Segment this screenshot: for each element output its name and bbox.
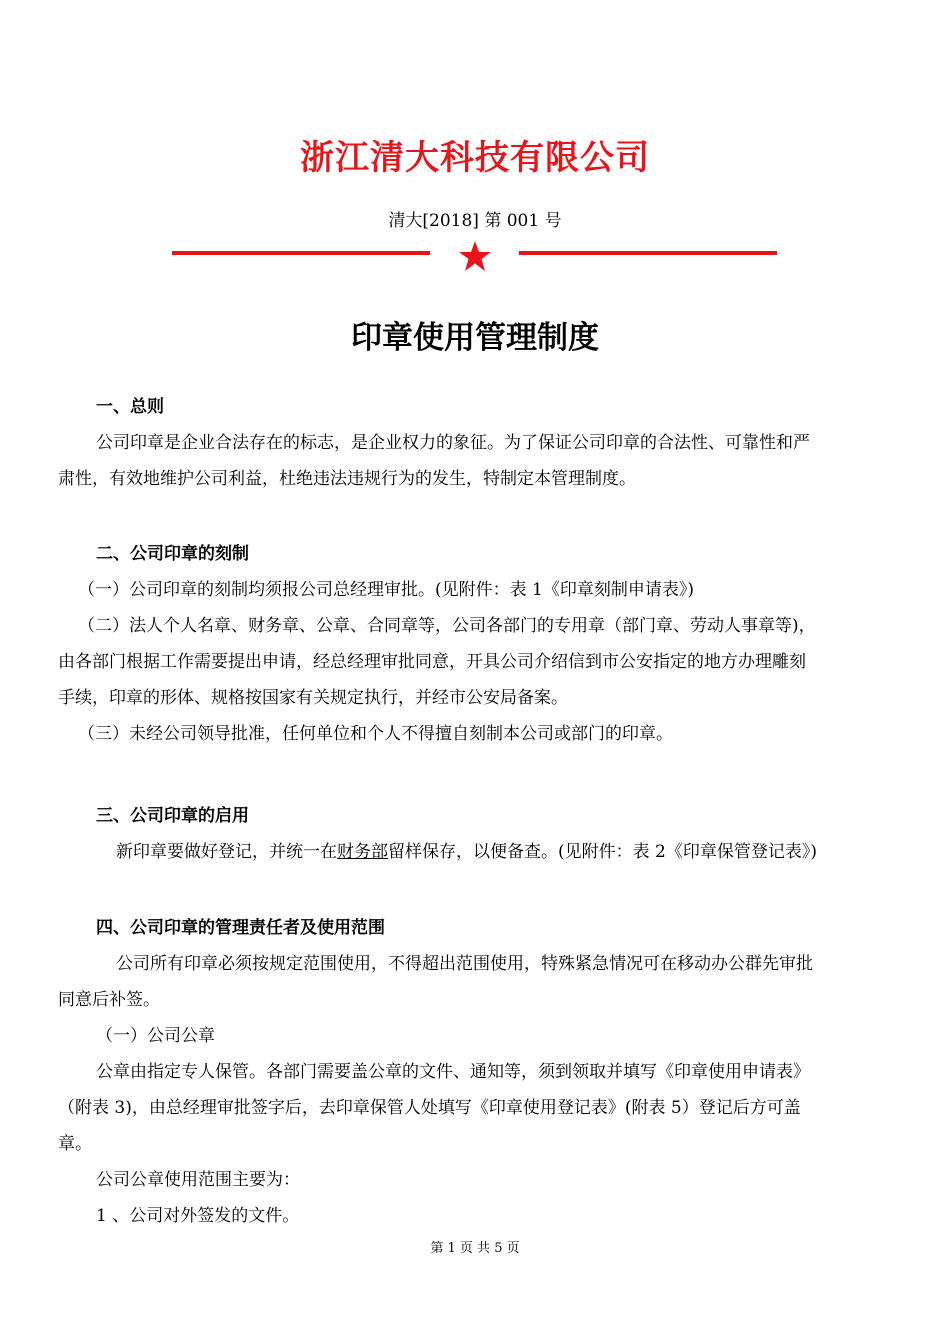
list-item: 1 、公司对外签发的文件。	[96, 1206, 300, 1226]
red-star-icon	[458, 240, 492, 272]
paragraph-line: 同意后补签。	[58, 990, 160, 1010]
paragraph-line: 公章由指定专人保管。各部门需要盖公章的文件、通知等，须到领取并填写《印章使用申请表》	[96, 1062, 810, 1082]
list-item: （二）法人个人名章、财务章、公章、合同章等，公司各部门的专用章（部门章、劳动人事章等)，	[78, 616, 816, 636]
document-number: 清大[2018] 第 001 号	[388, 211, 562, 231]
company-name: 浙江清大科技有限公司	[300, 138, 650, 178]
list-item: （三）未经公司领导批准，任何单位和个人不得擅自刻制本公司或部门的印章。	[78, 724, 673, 744]
red-divider-left	[172, 251, 430, 255]
paragraph-line: 手续，印章的形体、规格按国家有关规定执行，并经市公安局备案。	[58, 688, 568, 708]
section-heading-general: 一、总则	[96, 397, 164, 417]
paragraph-line: 公司印章是企业合法存在的标志，是企业权力的象征。为了保证公司印章的合法性、可靠性和严	[96, 433, 810, 453]
paragraph-line: 公司所有印章必须按规定范围使用，不得超出范围使用，特殊紧急情况可在移动办公群先审批	[116, 954, 813, 974]
paragraph-line: 肃性，有效地维护公司利益，杜绝违法违规行为的发生，特制定本管理制度。	[58, 469, 636, 489]
list-item: （一）公司印章的刻制均须报公司总经理审批。(见附件：表 1《印章刻制申请表》)	[78, 580, 694, 600]
paragraph-line: 公司公章使用范围主要为：	[96, 1170, 300, 1190]
document-title: 印章使用管理制度	[351, 320, 599, 356]
text-run: 留样保存，以便备查。(见附件：表 2《印章保管登记表》)	[388, 842, 817, 862]
section-heading-responsibility: 四、公司印章的管理责任者及使用范围	[96, 918, 385, 938]
page-footer: 第 1 页 共 5 页	[430, 1241, 520, 1256]
underlined-text: 财务部	[337, 842, 388, 862]
paragraph-line: （附表 3)，由总经理审批签字后，去印章保管人处填写《印章使用登记表》(附表 5）登记后方可盖	[58, 1098, 801, 1118]
star-shape	[459, 241, 491, 271]
text-run: 新印章要做好登记，并统一在	[116, 842, 337, 862]
subsection-heading: （一）公司公章	[96, 1026, 215, 1046]
red-divider-right	[519, 251, 777, 255]
paragraph-line: 章。	[58, 1134, 92, 1154]
section-heading-engraving: 二、公司印章的刻制	[96, 544, 249, 564]
paragraph-line: 由各部门根据工作需要提出申请，经总经理审批同意，开具公司介绍信到市公安指定的地方办理雕刻	[58, 652, 806, 672]
section-heading-activation: 三、公司印章的启用	[96, 806, 249, 826]
paragraph-line	[116, 837, 817, 862]
